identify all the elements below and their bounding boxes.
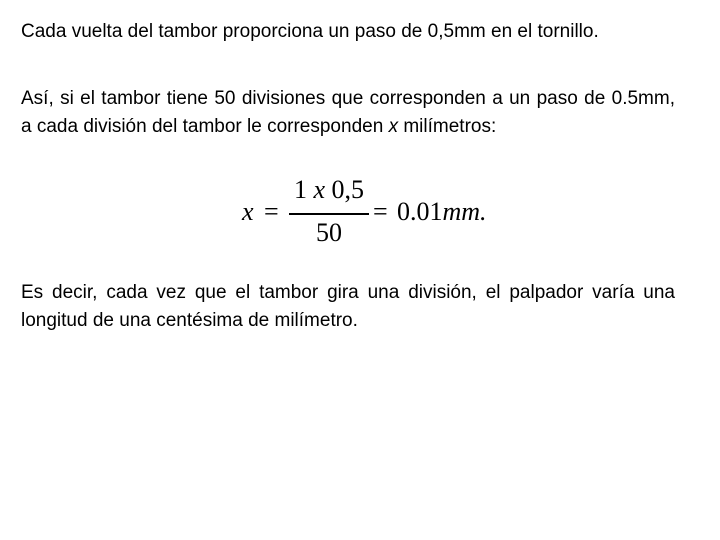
variable-x: x bbox=[388, 116, 399, 137]
formula-denominator: 50 bbox=[316, 218, 342, 247]
formula bbox=[240, 174, 520, 254]
result-unit: mm. bbox=[442, 197, 487, 226]
fraction-bar bbox=[289, 213, 369, 215]
paragraph-conclusion: Es decir, cada vez que el tambor gira una división, el palpador varía una longitud de una centésima de milímetro. bbox=[21, 282, 675, 331]
numerator-value: 0,5 bbox=[331, 175, 365, 204]
paragraph-divisions-text: Así, si el tambor tiene 50 divisiones que corresponden a un paso de 0.5mm, a cada división del tambor le corresponden bbox=[21, 88, 675, 137]
result-value: 0.01 bbox=[397, 197, 443, 226]
formula-equals-sign-2: = bbox=[373, 197, 388, 226]
paragraph-divisions bbox=[21, 85, 675, 141]
numerator-one: 1 bbox=[293, 175, 307, 204]
paragraph-intro: Cada vuelta del tambor proporciona un paso de 0,5mm en el tornillo. bbox=[21, 21, 599, 42]
paragraph-divisions-end: milímetros: bbox=[398, 116, 497, 137]
formula-result bbox=[397, 197, 487, 227]
numerator-variable: x bbox=[313, 175, 326, 204]
formula-numerator bbox=[290, 175, 368, 205]
formula-equals-sign: = bbox=[264, 197, 279, 226]
formula-lhs: x bbox=[242, 197, 254, 226]
